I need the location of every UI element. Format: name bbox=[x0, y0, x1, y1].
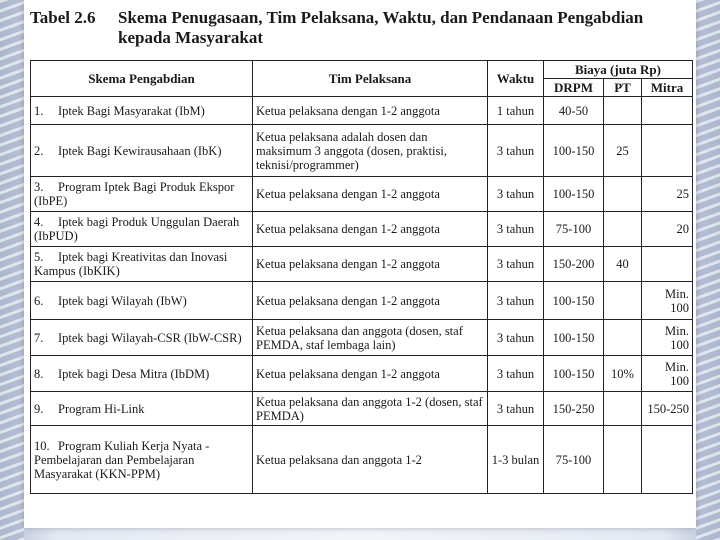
waktu-cell: 3 tahun bbox=[488, 177, 544, 212]
mitra-cell: 20 bbox=[642, 212, 693, 247]
skema-name: Iptek Bagi Masyarakat (IbM) bbox=[58, 103, 205, 118]
table-row bbox=[31, 356, 693, 392]
slide-decoration-left bbox=[0, 0, 24, 540]
skema-name: Iptek bagi Wilayah (IbW) bbox=[58, 293, 187, 308]
table-label: Tabel 2.6 bbox=[30, 8, 96, 27]
tim-cell: Ketua pelaksana dan anggota (dosen, staf PEMDA, staf lembaga lain) bbox=[253, 320, 488, 356]
drpm-cell: 100-150 bbox=[544, 356, 604, 392]
waktu-cell: 1-3 bulan bbox=[488, 426, 544, 494]
drpm-cell: 75-100 bbox=[544, 426, 604, 494]
tim-cell: Ketua pelaksana dengan 1-2 anggota bbox=[253, 212, 488, 247]
skema-name: Program Iptek Bagi Produk Ekspor (IbPE) bbox=[34, 180, 235, 208]
skema-name: Iptek bagi Produk Unggulan Daerah (IbPUD) bbox=[34, 215, 240, 243]
row-number: 3. bbox=[34, 180, 44, 194]
pt-cell bbox=[604, 282, 642, 320]
pt-cell bbox=[604, 212, 642, 247]
header-mitra: Mitra bbox=[642, 79, 693, 97]
drpm-cell: 100-150 bbox=[544, 282, 604, 320]
skema-name: Program Kuliah Kerja Nyata - Pembelajaran dan Pembelajaran Masyarakat (KKN-PPM) bbox=[34, 438, 210, 481]
skema-cell bbox=[31, 97, 253, 125]
header-skema: Skema Pengabdian bbox=[31, 61, 253, 97]
skema-cell bbox=[31, 177, 253, 212]
header-biaya: Biaya (juta Rp) bbox=[544, 61, 693, 79]
drpm-cell: 100-150 bbox=[544, 320, 604, 356]
table-title-line1: Skema Penugasaan, Tim Pelaksana, Waktu, dan Pendanaan Pengabdian bbox=[118, 8, 644, 27]
skema-name: Iptek bagi Wilayah-CSR (IbW-CSR) bbox=[58, 330, 242, 345]
skema-cell bbox=[31, 356, 253, 392]
skema-name: Iptek bagi Kreativitas dan Inovasi Kampus (IbKIK) bbox=[34, 250, 228, 278]
tim-cell: Ketua pelaksana dengan 1-2 anggota bbox=[253, 177, 488, 212]
header-pt: PT bbox=[604, 79, 642, 97]
skema-cell bbox=[31, 392, 253, 426]
skema-name: Program Hi-Link bbox=[58, 401, 145, 416]
pt-cell bbox=[604, 97, 642, 125]
waktu-cell: 3 tahun bbox=[488, 320, 544, 356]
tim-cell: Ketua pelaksana adalah dosen dan maksimum 3 anggota (dosen, praktisi, teknisi/programmer) bbox=[253, 125, 488, 177]
waktu-cell: 3 tahun bbox=[488, 125, 544, 177]
table-row bbox=[31, 177, 693, 212]
tim-cell: Ketua pelaksana dengan 1-2 anggota bbox=[253, 356, 488, 392]
mitra-cell: 25 bbox=[642, 177, 693, 212]
drpm-cell: 150-200 bbox=[544, 247, 604, 282]
skema-cell bbox=[31, 247, 253, 282]
table-title-line2: kepada Masyarakat bbox=[118, 28, 263, 47]
header-drpm: DRPM bbox=[544, 79, 604, 97]
skema-cell bbox=[31, 320, 253, 356]
pt-cell: 40 bbox=[604, 247, 642, 282]
table-row bbox=[31, 247, 693, 282]
skema-cell bbox=[31, 125, 253, 177]
header-tim: Tim Pelaksana bbox=[253, 61, 488, 97]
row-number: 8. bbox=[34, 366, 44, 381]
row-number: 10. bbox=[34, 438, 50, 453]
tim-cell: Ketua pelaksana dan anggota 1-2 bbox=[253, 426, 488, 494]
skema-name: Iptek bagi Desa Mitra (IbDM) bbox=[58, 366, 210, 381]
pt-cell bbox=[604, 177, 642, 212]
row-number: 7. bbox=[34, 330, 44, 345]
row-number: 2. bbox=[34, 143, 44, 158]
mitra-cell bbox=[642, 97, 693, 125]
mitra-cell bbox=[642, 125, 693, 177]
row-number: 5. bbox=[34, 250, 44, 264]
header-waktu: Waktu bbox=[488, 61, 544, 97]
pt-cell: 25 bbox=[604, 125, 642, 177]
skema-cell bbox=[31, 212, 253, 247]
tim-cell: Ketua pelaksana dan anggota 1-2 (dosen, staf PEMDA) bbox=[253, 392, 488, 426]
tim-cell: Ketua pelaksana dengan 1-2 anggota bbox=[253, 282, 488, 320]
skema-cell bbox=[31, 282, 253, 320]
drpm-cell: 75-100 bbox=[544, 212, 604, 247]
waktu-cell: 3 tahun bbox=[488, 247, 544, 282]
mitra-cell: Min. 100 bbox=[642, 356, 693, 392]
drpm-cell: 100-150 bbox=[544, 177, 604, 212]
pt-cell bbox=[604, 392, 642, 426]
pt-cell bbox=[604, 320, 642, 356]
document-page bbox=[24, 0, 696, 528]
skema-name: Iptek Bagi Kewirausahaan (IbK) bbox=[58, 143, 222, 158]
drpm-cell: 40-50 bbox=[544, 97, 604, 125]
drpm-cell: 150-250 bbox=[544, 392, 604, 426]
slide-decoration-right bbox=[696, 0, 720, 540]
tim-cell: Ketua pelaksana dengan 1-2 anggota bbox=[253, 247, 488, 282]
waktu-cell: 3 tahun bbox=[488, 356, 544, 392]
table-row bbox=[31, 426, 693, 494]
drpm-cell: 100-150 bbox=[544, 125, 604, 177]
row-number: 1. bbox=[34, 103, 44, 118]
waktu-cell: 3 tahun bbox=[488, 282, 544, 320]
table-row bbox=[31, 282, 693, 320]
table-row bbox=[31, 125, 693, 177]
table-row bbox=[31, 212, 693, 247]
mitra-cell bbox=[642, 247, 693, 282]
mitra-cell bbox=[642, 426, 693, 494]
table-row bbox=[31, 392, 693, 426]
mitra-cell: Min. 100 bbox=[642, 282, 693, 320]
schema-table bbox=[30, 60, 693, 494]
mitra-cell: Min. 100 bbox=[642, 320, 693, 356]
skema-cell bbox=[31, 426, 253, 494]
table-row bbox=[31, 320, 693, 356]
row-number: 9. bbox=[34, 401, 44, 416]
table-row bbox=[31, 97, 693, 125]
pt-cell bbox=[604, 426, 642, 494]
waktu-cell: 3 tahun bbox=[488, 212, 544, 247]
mitra-cell: 150-250 bbox=[642, 392, 693, 426]
table-title bbox=[30, 8, 692, 48]
waktu-cell: 3 tahun bbox=[488, 392, 544, 426]
waktu-cell: 1 tahun bbox=[488, 97, 544, 125]
row-number: 4. bbox=[34, 215, 44, 229]
tim-cell: Ketua pelaksana dengan 1-2 anggota bbox=[253, 97, 488, 125]
row-number: 6. bbox=[34, 293, 44, 308]
pt-cell: 10% bbox=[604, 356, 642, 392]
